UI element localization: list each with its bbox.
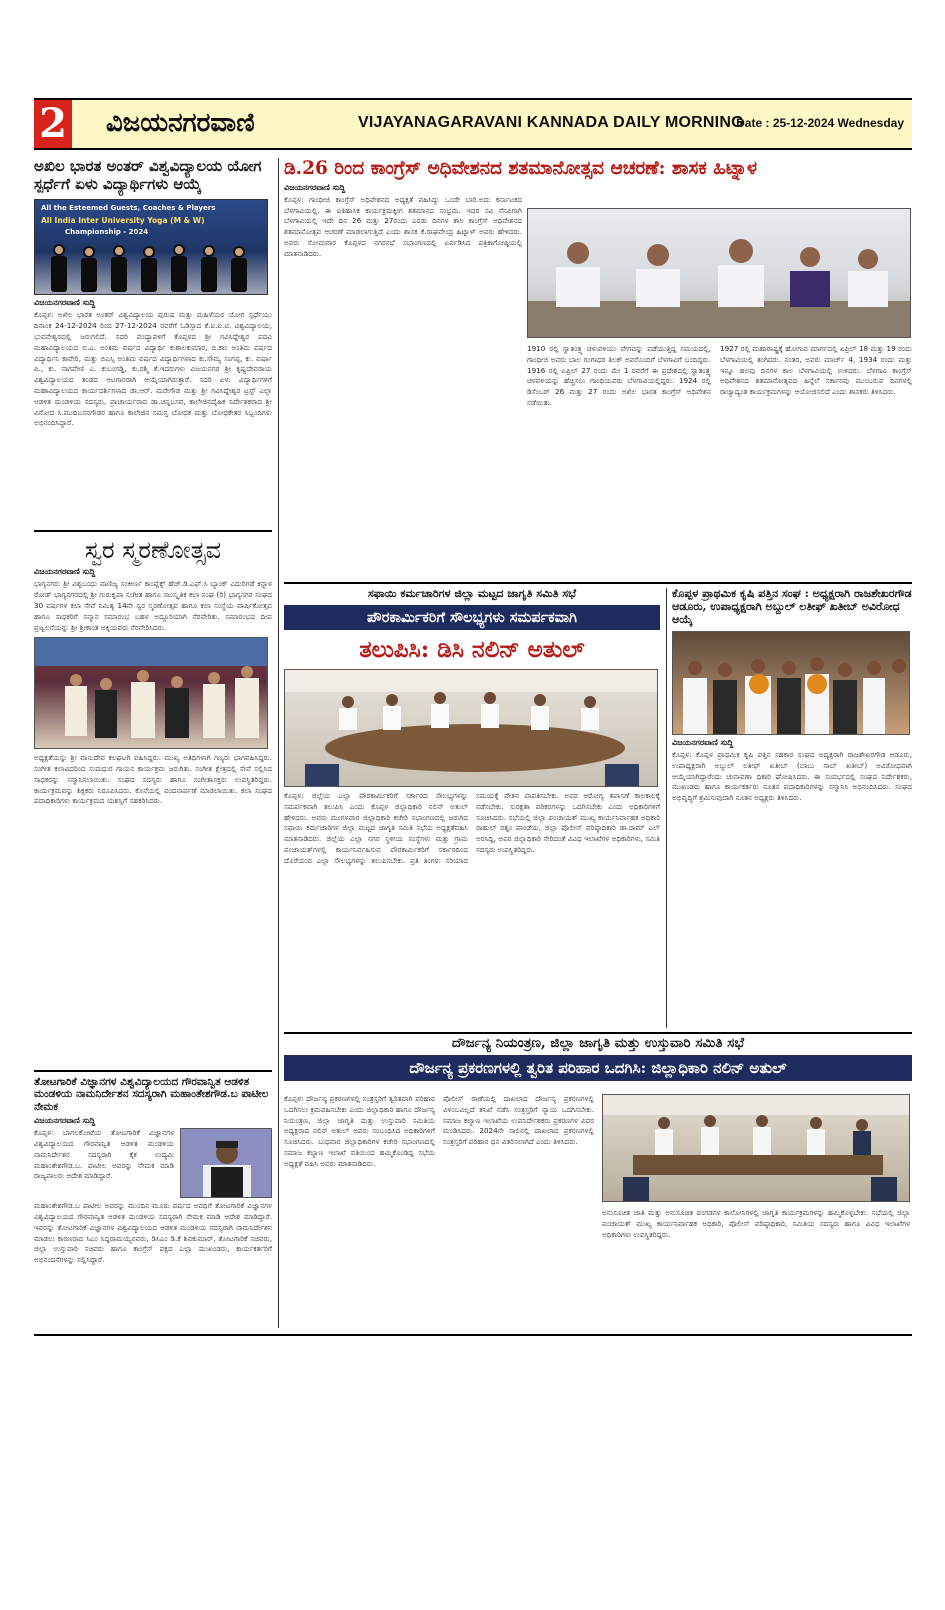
- sanitation-kicker: ಸಫಾಯಿ ಕರ್ಮಚಾರಿಗಳ ಜಿಲ್ಲಾ ಮಟ್ಟದ ಜಾಗೃತಿ ಸಮಿತಿ ಸಭೆ: [367, 588, 577, 600]
- sanitation-headline-2: ತಲುಪಿಸಿ: ಡಿಸಿ ನಲಿನ್ ಅತುಲ್: [359, 635, 585, 663]
- congress-article: [284, 158, 912, 578]
- atrocity-meeting-photo: [602, 1094, 910, 1202]
- portrait-figure: [181, 1129, 272, 1198]
- mahanteshgouda-portrait: [180, 1128, 272, 1198]
- horticulture-headline: ತೋಟಗಾರಿಕೆ ವಿಜ್ಞಾನಗಳ ವಿಶ್ವವಿದ್ಯಾಲಯದ ಗೌರವಾನ್ವಿತ ಆಡಳಿತ ಮಂಡಳಿಯ ನಾಮನಿರ್ದೇಶನ ಸದಸ್ಯರಾಗಿ ಮಹಾಂತೇಶಗೌಡ.ಬ ಪಾಟೀಲ ನೇಮಕ: [34, 1076, 269, 1113]
- congress-byline: ವಿಜಯನಗರವಾಣಿ ಸುದ್ದಿ: [284, 182, 346, 192]
- section-rule: [284, 582, 912, 584]
- yoga-headline: ಅಖಿಲ ಭಾರತ ಅಂತರ್ ವಿಶ್ವವಿದ್ಯಾಲಯ ಯೋಗ ಸ್ಪರ್ಧೆಗೆ ಏಳು ವಿದ್ಯಾರ್ಥಿಗಳು ಆಯ್ಕೆ: [34, 158, 262, 193]
- agri-society-headline: ಕೊಪ್ಪಳ ಪ್ರಾಥಮಿಕ ಕೃಷಿ ಪತ್ತಿನ ಸಂಘ : ಅಧ್ಯಕ್ಷರಾಗಿ ರಾಜಶೇಖರಗೌಡ ಆಡೂರು, ಉಪಾಧ್ಯಕ್ಷರಾಗಿ ಅಬ್ದುಲ್ ಲತೀಫ್ ಖತೀಬ್ ಅವಿರೋಧ ಆಯ್ಕೆ: [672, 588, 912, 626]
- section-rule: [34, 530, 272, 532]
- swara-article: [34, 536, 272, 1002]
- yoga-photo: [34, 199, 268, 295]
- page-bottom-rule: [34, 1334, 912, 1336]
- agri-society-byline: ವಿಜಯನಗರವಾಣಿ ಸುದ್ದಿ: [672, 737, 734, 747]
- atrocity-body-2: ಪೊಲೀಸ್ ಠಾಣೆಯಲ್ಲಿ ದಾಖಲಾದ ದೌರ್ಜನ್ಯ ಪ್ರಕರಣಗಳಲ್ಲಿ ವಿಳಂಬವಿಲ್ಲದೆ ತನಿಖೆ ನಡೆಸಿ ಸಂತ್ರಸ್ತರಿಗೆ ನ್ಯಾಯ ಒದಗಿಸಬೇಕು. ಸಮಾಜ ಕಲ್ಯಾಣ ಇಲಾಖೆಯ ಉಪನಿರ್ದೇಶಕರು ಪ್ರಕರಣಗಳ ವಿವರ ಮಂಡಿಸಿದರು. 2024ನೇ ಸಾಲಿನಲ್ಲಿ ದಾಖಲಾದ ಪ್ರಕರಣಗಳಲ್ಲಿ ಸಂತ್ರಸ್ತರಿಗೆ ಪರಿಹಾರ ಧನ ವಿತರಿಸಲಾಗಿದೆ ಎಂದು ತಿಳಿಸಿದರು.: [443, 1094, 594, 1147]
- swara-photo: [34, 637, 268, 749]
- atrocity-body-1: ಕೊಪ್ಪಳ: ದೌರ್ಜನ್ಯ ಪ್ರಕರಣಗಳಲ್ಲಿ ಸಂತ್ರಸ್ತರಿಗೆ ತ್ವರಿತವಾಗಿ ಪರಿಹಾರ ಒದಗಿಸಲು ಕ್ರಮವಹಿಸಬೇಕು ಎಂದು ಜಿಲ್ಲಾಧಿಕಾರಿ ಹಾಗೂ ದೌರ್ಜನ್ಯ ನಿಯಂತ್ರಣ, ಜಿಲ್ಲಾ ಜಾಗೃತಿ ಮತ್ತು ಉಸ್ತುವಾರಿ ಸಮಿತಿಯ ಅಧ್ಯಕ್ಷರಾದ ನಲಿನ್ ಅತುಲ್ ಅವರು ಸಂಬಂಧಿಸಿದ ಅಧಿಕಾರಿಗಳಿಗೆ ಸೂಚಿಸಿದರು. ಬುಧವಾರ ಜಿಲ್ಲಾಧಿಕಾರಿಗಳ ಕಚೇರಿ ಸಭಾಂಗಣದಲ್ಲಿ ಸಮಾಜ ಕಲ್ಯಾಣ ಇಲಾಖೆ ವತಿಯಿಂದ ಹಮ್ಮಿಕೊಂಡಿದ್ದ ಸಭೆಯ ಅಧ್ಯಕ್ಷತೆ ವಹಿಸಿ ಅವರು ಮಾತನಾಡಿದರು. ಪೊಲೀಸ್ ಠಾಣೆಯಲ್ಲಿ ದಾಖಲಾದ ದೌರ್ಜನ್ಯ ಪ್ರಕರಣಗಳಲ್ಲಿ ವಿಳಂಬವಿಲ್ಲದೆ ತನಿಖೆ ನಡೆಸಿ ಸಂತ್ರಸ್ತರಿಗೆ ನ್ಯಾಯ ಒದಗಿಸಬೇಕು. ಸಮಾಜ ಕಲ್ಯಾಣ ಇಲಾಖೆಯ ಉಪನಿರ್ದೇಶಕರು ಪ್ರಕರಣಗಳ ವಿವರ ಮಂಡಿಸಿದರು. 2024ನೇ ಸಾಲಿನಲ್ಲಿ ದಾಖಲಾದ ಪ್ರಕರಣಗಳಲ್ಲಿ ಸಂತ್ರಸ್ತರಿಗೆ ಪರಿಹಾರ ಧನ ವಿತರಿಸಲಾಗಿದೆ ಎಂದು ತಿಳಿಸಿದರು.: [284, 1094, 594, 1168]
- sanitation-headline-banner: [284, 605, 660, 630]
- newspaper-title-english: VIJAYANAGARAVANI KANNADA DAILY MORNING: [358, 114, 744, 131]
- yoga-students-group: [35, 200, 268, 295]
- agri-society-article: [672, 588, 912, 1030]
- atrocity-meeting-figures: [603, 1095, 910, 1202]
- swara-headline: ಸ್ವರ ಸ್ಮರಣೋತ್ಸವ: [84, 536, 222, 564]
- sanitation-article: [284, 588, 660, 1030]
- atrocity-body-3: ಅನುಸೂಚಿತ ಜಾತಿ ಮತ್ತು ಅನುಸೂಚಿತ ಪಂಗಡಗಳ ಕಾಲೋನಿಗಳಲ್ಲಿ ಜಾಗೃತಿ ಕಾರ್ಯಕ್ರಮಗಳನ್ನು ಹಮ್ಮಿಕೊಳ್ಳಬೇಕು. ಸಭೆಯಲ್ಲಿ ಜಿಲ್ಲಾ ಪಂಚಾಯತ್ ಮುಖ್ಯ ಕಾರ್ಯನಿರ್ವಾಹಕ ಅಧಿಕಾರಿ, ಪೊಲೀಸ್ ವರಿಷ್ಠಾಧಿಕಾರಿ, ಸಮಿತಿಯ ಸದಸ್ಯರು ಹಾಗೂ ವಿವಿಧ ಇಲಾಖೆಗಳ ಅಧಿಕಾರಿಗಳು ಉಪಸ್ಥಿತರಿದ್ದರು.: [602, 1208, 910, 1239]
- section-rule: [284, 1032, 912, 1034]
- swara-body-2: ಅಧ್ಯಕ್ಷತೆಯನ್ನು ಶ್ರೀ ವಾಸುದೇವ ಕಲಘಟಗಿ ವಹಿಸಿದ್ದರು. ಮುಖ್ಯ ಅತಿಥಿಗಳಾಗಿ ಗಣ್ಯರು ಭಾಗವಹಿಸಿದ್ದರು. ಸಂಗೀತ ಕಲಾವಿದರಿಂದ ಸುಮಧುರ ಗಾಯನ ಕಾರ್ಯಕ್ರಮ ಜರುಗಿತು. ಸಂಗೀತ ಕ್ಷೇತ್ರದಲ್ಲಿ ಸೇವೆ ಸಲ್ಲಿಸಿದ ಸಾಧಕರನ್ನು ಸನ್ಮಾನಿಸಲಾಯಿತು. ಸಂಘದ ಸದಸ್ಯರು ಹಾಗೂ ಸಂಗೀತಾಸಕ್ತರು ಉಪಸ್ಥಿತರಿದ್ದರು. ಕಾರ್ಯಕ್ರಮವನ್ನು ಶಿಕ್ಷಕರು ನಿರೂಪಿಸಿದರು. ಕೊನೆಯಲ್ಲಿ ವಂದನಾರ್ಪಣೆ ಮಾಡಲಾಯಿತು. ಕಲಾ ಸಂಘದ ಪದಾಧಿಕಾರಿಗಳು ಕಾರ್ಯಕ್ರಮದ ಯಶಸ್ಸಿಗೆ ಸಹಕರಿಸಿದರು.: [34, 753, 272, 806]
- atrocity-article: [284, 1036, 912, 1332]
- horticulture-body-1: ಕೊಪ್ಪಳ: ಬಾಗಲಕೋಟೆಯ ತೋಟಗಾರಿಕೆ ವಿಜ್ಞಾನಗಳ ವಿಶ್ವವಿದ್ಯಾಲಯದ ಗೌರವಾನ್ವಿತ ಆಡಳಿತ ಮಂಡಳಿಯ ನಾಮನಿರ್ದೇಶನ ಸದಸ್ಯರಾಗಿ ಕೈಕ ಉದ್ಯಮಿ ಮಹಾಂತೇಶಗೌಡ.ಬ. ಪಾಟೀಲ ಅವರನ್ನು ನೇಮಕ ಮಾಡಿ ರಾಜ್ಯಪಾಲರು ಆದೇಶ ಮಾಡಿದ್ದಾರೆ.: [34, 1128, 174, 1181]
- yoga-article: [34, 158, 272, 528]
- yoga-banner-line1: All the Esteemed Guests, Coaches & Players: [41, 204, 216, 213]
- atrocity-kicker: ದೌರ್ಜನ್ಯ ನಿಯಂತ್ರಣ, ಜಿಲ್ಲಾ ಜಾಗೃತಿ ಮತ್ತು ಉಸ್ತುವಾರಿ ಸಮಿತಿ ಸಭೆ: [451, 1036, 745, 1051]
- horticulture-body-2: ಮಹಾಂತೇಶಗೌಡ.ಬ ಪಾಟೀಲ ಅವರನ್ನು ಮುಂದಿನ ಮೂರು ವರ್ಷದ ಅವಧಿಗೆ ತೋಟಗಾರಿಕೆ ವಿಜ್ಞಾನಗಳ ವಿಶ್ವವಿದ್ಯಾಲಯದ ಗೌರವಾನ್ವಿತ ಆಡಳಿತ ಮಂಡಳಿಯ ಸದಸ್ಯರಾಗಿ ನೇಮಕ ಮಾಡಿ ಆದೇಶ ಮಾಡಿದ್ದಾರೆ. ಇವರನ್ನು ತೋಟಗಾರಿಕೆ ವಿಜ್ಞಾನಗಳ ವಿಶ್ವವಿದ್ಯಾಲಯದ ಆಡಳಿತ ಮಂಡಳಿಯ ಸದಸ್ಯರಾಗಿ ನಾಮನಿರ್ದೇಶನ ಮಾಡಲು ಕಾರಣರಾದ ಸಿಎಂ ಸಿದ್ದರಾಮಯ್ಯನವರು, ಡಿಸಿಎಂ ಡಿ.ಕೆ ಶಿವಕುಮಾರ್, ತೋಟಗಾರಿಕೆ ಸಚಿವರು, ಜಿಲ್ಲಾ ಉಸ್ತುವಾರಿ ಸಚಿವರು ಹಾಗೂ ಕಾಂಗ್ರೆಸ್ ಪಕ್ಷದ ಎಲ್ಲಾ ಮುಖಂಡರು, ಕಾರ್ಯಕರ್ತರಿಗೆ ಅಭಿನಂದನೆಗಳನ್ನು ಸಲ್ಲಿಸಿದ್ದಾರೆ.: [34, 1201, 272, 1265]
- swara-body-1: ಭಾಗ್ಯನಗರ: ಶ್ರೀ ವಿಶ್ವಬಂಧು ವಾಣಿಜ್ಯ ಸಂಕೀರ್ಣ ಕಾಂಪ್ಲೆಕ್ಸ್ ಹೆಚ್.ಡಿ.ಎಫ್.ಸಿ ಬ್ಯಾಂಕ್ ಎದುರಿಗಡೆ ಕಿನ್ನಾಳ ರೋಡ್ ಭಾಗ್ಯನಗರದಲ್ಲಿ ಶ್ರೀ ಗುರುಕೃಪಾ ಸಂಗೀತ ಹಾಗೂ ಸಾಂಸ್ಕೃತಿಕ ಕಲಾ ಸಂಘ (ರಿ) ಭಾಗ್ಯನಗರ ಸಂಘದ 30 ವರ್ಷಗಳ ಕಲಾ ಸೇವೆ ನಿಮಿತ್ಯ 14ನೇ ಸ್ವರ ಸ್ಮರಣೋತ್ಸವ ಹಾಗೂ ಕಲಾ ಸಂಸ್ಥೆಯ ವಾರ್ಷಿಕೋತ್ಸವ ಹಾಗೂ ಸಾಧಕರಿಗೆ ಸನ್ಮಾನ ಸಮಾರಂಭ ಬಹಳ ಅದ್ದೂರಿಯಾಗಿ ನೆರವೇರಿತು. ಸಮಾರಂಭದ ದೀಪ ಪ್ರಜ್ವಲನೆಯನ್ನು ಶ್ರೀ ಶ್ರೀಕಾಂತ ಅಕ್ಕಿಯವರು ನೆರವೇರಿಸಿದರು.: [34, 579, 272, 632]
- atrocity-headline-banner: [284, 1055, 912, 1081]
- horticulture-byline: ವಿಜಯನಗರವಾಣಿ ಸುದ್ದಿ: [34, 1116, 96, 1126]
- agri-society-body: ಕೊಪ್ಪಳ: ಕೊಪ್ಪಳ ಪ್ರಾಥಮಿಕ ಕೃಷಿ ಪತ್ತಿನ ಸಹಕಾರ ಸಂಘದ ಅಧ್ಯಕ್ಷರಾಗಿ ರಾಜಶೇಖರಗೌಡ ಆಡೂರು, ಉಪಾಧ್ಯಕ್ಷರಾಗಿ ಅಬ್ದುಲ್ ಲತೀಫ್ ಖತೀಬ್ (ಬಾಬು ಸಾಬ್ ಖತೀಬ್) ಅವಿರೋಧವಾಗಿ ಆಯ್ಕೆಯಾಗಿದ್ದಾರೆಂದು ಚುನಾವಣಾ ಧಿಕಾರಿ ಘೋಷಿಸಿದರು. ಈ ಸಂದರ್ಭದಲ್ಲಿ ಸಂಘದ ನಿರ್ದೇಶಕರು, ಮುಖಂಡರು ಹಾಗೂ ಕಾರ್ಯಕರ್ತರು ನೂತನ ಪದಾಧಿಕಾರಿಗಳನ್ನು ಸನ್ಮಾನಿಸಿ ಅಭಿನಂದಿಸಿದರು. ಸಂಘದ ಅಭಿವೃದ್ಧಿಗೆ ಶ್ರಮಿಸುವುದಾಗಿ ನೂತನ ಅಧ್ಯಕ್ಷರು ತಿಳಿಸಿದರು.: [672, 749, 912, 803]
- yoga-banner-line2: All India Inter University Yoga (M & W): [41, 216, 205, 226]
- yoga-byline: ವಿಜಯನಗರವಾಣಿ ಸುದ್ದಿ: [34, 298, 96, 308]
- congress-headline: ಡಿ.26 ರಿಂದ ಕಾಂಗ್ರೆಸ್ ಅಧಿವೇಶನದ ಶತಮಾನೋತ್ಸವ ಆಚರಣೆ: ಶಾಸಕ ಹಿಟ್ನಾಳ: [284, 158, 758, 179]
- atrocity-headline: ದೌರ್ಜನ್ಯ ಪ್ರಕರಣಗಳಲ್ಲಿ ತ್ವರಿತ ಪರಿಹಾರ ಒದಗಿಸಿ: ಜಿಲ್ಲಾಧಿಕಾರಿ ನಲಿನ್ ಅತುಲ್: [409, 1058, 787, 1077]
- press-meet-figures: [528, 209, 911, 338]
- agri-society-felicitation-photo: [672, 631, 910, 735]
- meeting-hall-figures: [285, 670, 658, 787]
- felicitation-figures: [673, 632, 910, 735]
- column-divider: [666, 588, 667, 1028]
- newspaper-title-kannada: ವಿಜಯನಗರವಾಣಿ: [106, 108, 255, 138]
- page-number: 2: [34, 100, 72, 148]
- edition-date: Date : 25-12-2024 Wednesday: [736, 116, 904, 130]
- congress-press-meet-photo: [527, 208, 911, 338]
- swara-byline: ವಿಜಯನಗರವಾಣಿ ಸುದ್ದಿ: [34, 567, 96, 577]
- yoga-banner-line3: Championship - 2024: [65, 228, 149, 237]
- swara-felicitation-group: [35, 638, 268, 749]
- congress-body-2: 1910 ರಲ್ಲಿ ಸ್ವಾತಂತ್ರ್ಯ ಚಳುವಳಿಯು ವೇಗವನ್ನು ಪಡೆಯುತ್ತಿದ್ದ ಸಮಯದಲ್ಲಿ, ಗಾಂಧೀಜಿ ಅವರು ಬಾಲ ಗಂಗಾಧರ ತಿಲಕ್ ಅವರೊಂದಿಗೆ ಬೆಳಗಾವಿಗೆ ಬಂದಿದ್ದರು. 1916 ರಲ್ಲಿ ಏಪ್ರಿಲ್ 27 ರಂದು ಮೇ 1 ರವರೆಗೆ ಈ ಪ್ರದೇಶದಲ್ಲಿ ಸ್ವಾತಂತ್ರ್ಯ ಚಳವಳಿಯನ್ನು ಹೆಚ್ಚಿಸಲು ಗಾಂಧಿಯವರು ಬೆಳಗಾವಿಯಲ್ಲಿದ್ದರು. 1924 ರಲ್ಲಿ ಡಿಸೆಂಬರ್ 26 ಮತ್ತು 27 ರಂದು ಅಖಿಲ ಭಾರತ ಕಾಂಗ್ರೆಸ್ ಅಧಿವೇಶನ ನಡೆಯಿತು.: [527, 344, 711, 407]
- sanitation-meeting-photo: [284, 669, 658, 787]
- section-rule: [34, 1070, 272, 1072]
- horticulture-article: [34, 1076, 272, 1326]
- masthead: [34, 98, 912, 150]
- congress-body-3: 1927 ರಲ್ಲಿ ಮಹಾರಾಷ್ಟ್ರಕ್ಕೆ ಹೋಗುವ ಮಾರ್ಗದಲ್ಲಿ ಏಪ್ರಿಲ್ 18 ಮತ್ತು 19 ರಂದು ಬೆಳಗಾವಿಯಲ್ಲಿ ತಂಗಿದರು. ನಂತರ, ಅವರು ಮಾರ್ಚ್ 4, 1934 ರಂದು ಮತ್ತು ಇನ್ನೂ ಹಲವು ದಿನಗಳ ಕಾಲ ಬೆಳಗಾವಿಯಲ್ಲಿ ಉಳಿದರು. ಬೆಳಗಾವಿ ಕಾಂಗ್ರೆಸ್ ಅಧಿವೇಶನದ ಶತಮಾನೋತ್ಸವದ ಹಿನ್ನೆಲೆ ಸರ್ಕಾರವು ಮುಂಬರುವ ದಿನಗಳಲ್ಲಿ ರಾಜ್ಯಾದ್ಯಂತ ಕಾರ್ಯಕ್ರಮಗಳನ್ನು ಆಯೋಜಿಸಲಿದೆ ಎಂದು ಶಾಸಕರು ತಿಳಿಸಿದರು.: [720, 344, 912, 397]
- sanitation-body: ಕೊಪ್ಪಳ: ಜಿಲ್ಲೆಯ ಎಲ್ಲಾ ಪೌರಕಾರ್ಮಿಕರಿಗೆ ಸರ್ಕಾರದ ಸೌಲಭ್ಯಗಳನ್ನು ಸಮರ್ಪಕವಾಗಿ ತಲುಪಿಸಿ ಎಂದು ಕೊಪ್ಪಳ ಜಿಲ್ಲಾಧಿಕಾರಿ ನಲಿನ್ ಅತುಲ್ ಹೇಳಿದರು. ಅವರು ಮಂಗಳವಾರ ಜಿಲ್ಲಾಧಿಕಾರಿ ಕಚೇರಿ ಸಭಾಂಗಣದಲ್ಲಿ ಜರುಗಿದ ಸಫಾಯಿ ಕರ್ಮಚಾರಿಗಳ ಜಿಲ್ಲಾ ಮಟ್ಟದ ಜಾಗೃತಿ ಸಮಿತಿ ಸಭೆಯ ಅಧ್ಯಕ್ಷತೆವಹಿಸಿ ಮಾತನಾಡಿದರು. ಜಿಲ್ಲೆಯ ಎಲ್ಲಾ ನಗರ ಸ್ಥಳೀಯ ಸಂಸ್ಥೆಗಳು ಮತ್ತು ಗ್ರಾಮ ಪಂಚಾಯತ್‌ಗಳಲ್ಲಿ ಕಾರ್ಯನಿರ್ವಹಿಸುವ ಪೌರಕಾರ್ಮಿಕರಿಗೆ ಸರ್ಕಾರದಿಂದ ದೊರೆಯುವ ಎಲ್ಲಾ ಸೌಲಭ್ಯಗಳನ್ನು ತಲುಪಿಸಬೇಕು. ಪ್ರತಿ ತಿಂಗಳು ಸರಿಯಾದ ಸಮಯಕ್ಕೆ ವೇತನ ಪಾವತಿಸಬೇಕು. ಅವರ ಆರೋಗ್ಯ ತಪಾಸಣೆ ಕಾಲಕಾಲಕ್ಕೆ ನಡೆಸಬೇಕು. ಸುರಕ್ಷತಾ ಪರಿಕರಗಳನ್ನು ಒದಗಿಸಬೇಕು ಎಂದು ಅಧಿಕಾರಿಗಳಿಗೆ ಸೂಚಿಸಿದರು. ಸಭೆಯಲ್ಲಿ ಜಿಲ್ಲಾ ಪಂಚಾಯತ್ ಮುಖ್ಯ ಕಾರ್ಯನಿರ್ವಾಹಕ ಅಧಿಕಾರಿ ರಾಹುಲ್ ರತ್ನಂ ಪಾಂಡೆಯ, ಜಿಲ್ಲಾ ಪೊಲೀಸ್ ವರಿಷ್ಠಾಧಿಕಾರಿ ಡಾ.ರಾಮ್ ಎಲ್ ಅರಸಿದ್ದಿ, ಅಪರ ಜಿಲ್ಲಾಧಿಕಾರಿ ಸೇರಿದಂತೆ ವಿವಿಧ ಇಲಾಖೆಗಳ ಅಧಿಕಾರಿಗಳು, ಸಮಿತಿ ಸದಸ್ಯರು ಉಪಸ್ಥಿತರಿದ್ದರು.: [284, 791, 660, 865]
- column-divider: [278, 158, 279, 1328]
- yoga-body: ಕೊಪ್ಪಳ: ಅಖಿಲ ಭಾರತ ಅಂತರ್ ವಿಶ್ವವಿದ್ಯಾಲಯ ಪುರುಷ ಮತ್ತು ಮಹಿಳೆಯರ ಯೋಗ ಸ್ಪರ್ಧೆಯು ದಿನಾಂಕ 24-12-2024 ರಿಂದ 27-12-2024 ರವರೆಗೆ ಓಡಿಸ್ಸಾದ ಕೆ.ಐ.ಐ.ಟಿ. ವಿಶ್ವವಿದ್ಯಾಲಯ, ಭುವನೇಶ್ವರದಲ್ಲಿ ಜರುಗಲಿದೆ. ಸದರಿ ಪಂದ್ಯಾವಳಿಗೆ ಕೊಪ್ಪಳದ ಶ್ರೀ ಗವಿಸಿದ್ದೇಶ್ವರ ಪದವಿ ಮಹಾವಿದ್ಯಾಲಯದ ಬಿ.ಎ. ಅಂತಿಮ ವರ್ಷದ ವಿದ್ಯಾರ್ಥಿ ಕುಶಾಲಕುಮಾರ, ಬಿ.ಕಾಂ ಅಂತಿಮ ವರ್ಷದ ವಿದ್ಯಾರ್ಥಿನಿ ಕಾವೇರಿ, ಮತ್ತು ಬಿಎಸ್ಸಿ ಅಂತಿಮ ವರ್ಷದ ವಿದ್ಯಾರ್ಥಿಗಳಾದ ಕು.ಸೌಮ್ಯ ಸಂಗಪ್ಪ, ಕು. ವರ್ಷಾ ಪಿ., ಕು. ನಾಗವೇಣಿ ಎ. ಕುಬಂಗಡ್ಡಿ, ಕು.ರಶ್ಮಿ ಕೆ.ಇದರುಗಳು ವಿಜಯನಗರ ಶ್ರೀ ಕೃಷ್ಣದೇವರಾಯ ವಿಶ್ವವಿದ್ಯಾಲಯದ ತಂಡದ ಆಟಗಾರರಾಗಿ ಆಯ್ಕೆಯಾಗಿರುತ್ತಾರೆ. ಸದರಿ ಏಳು ವಿದ್ಯಾರ್ಥಿಗಳಿಗೆ ಮಹಾವಿದ್ಯಾಲಯದ ಕಾರ್ಯದರ್ಶಿಗಳಾದ ಡಾ.ಆರ್. ಮರೇಗೌಡ ಮತ್ತು ಶ್ರೀ ಗವಿಸಿದ್ದೇಶ್ವರ ಟ್ರಸ್ಟ್ ಎಲ್ಲಾ ಆಡಳಿತ ಮಂಡಳಿಯ ಸದಸ್ಯರು, ಪ್ರಾಚಾರ್ಯರಾದ ಡಾ.ಚನ್ನಬಸವ, ಕಾಲೇಜಿನದೈಹಿಕ ನಿರ್ದೇಶಕರಾದ ಶ್ರೀ ವಿನೋದ ಸಿ.ಮುದಿಬಸನಗೌಡರ ಹಾಗೂ ಕಾಲೇಜಿನ ಸಮಸ್ತ ಬೋಧಕ ಮತ್ತು ಬೋಧಕೇತರ ಸಿಬ್ಬಂದಿಗಳು ಅಭಿನಂದಿಸಿದ್ದಾರೆ.: [34, 310, 272, 428]
- congress-body-1: ಕೊಪ್ಪಳ: ಗಾಂಧೀಜಿ ಕಾಂಗ್ರೆಸ್ ಅಧಿವೇಶನದ ಅಧ್ಯಕ್ಷತೆ ವಹಿಸಿದ್ದು ಒಂದೇ ಬಾರಿ.ಅದು ಕರ್ನಾಟಕದ ಬೆಳಗಾವಿಯಲ್ಲಿ. ಈ ಐತಿಹಾಸಿಕ ಕಾರ್ಯಕ್ರಮಕ್ಕೀಗ ಶತಮಾನದ ಸಂಭ್ರಮ. ಇದರ ಸವಿ ನೆನಪಿಗಾಗಿ ಬೆಳಗಾವಿಯಲ್ಲಿ ಇದೇ ದಿನ 26 ಮತ್ತು 27ರಂದು ಎರಡು ದಿನಗಳ ಕಾಲ ಕಾಂಗ್ರೆಸ್ ಅಧಿವೇಶನದ ಶತಮಾನೋತ್ಸವ ಆಚರಣೆ ಮಾಡಲಾಗುತ್ತಿದೆ ಎಂದು ಶಾಸಕ ಕೆ.ರಾಘವೇಂದ್ರ ಹಿಟ್ನಾಳ್ ಅವರು ಹೇಳಿದರು. ಅವರು ಸೋಮವಾರ ಕೊಪ್ಪಳದ ನಗರಸಭೆ ಸಭಾಂಗಣದಲ್ಲಿ ಏರ್ಪಡಿಸಿದ ಪತ್ರಿಕಾಗೋಷ್ಠಿಯಲ್ಲಿ ಮಾತನಾಡಿದರು.: [284, 194, 522, 258]
- sanitation-headline-1: ಪೌರಕಾರ್ಮಿಕರಿಗೆ ಸೌಲಭ್ಯಗಳು ಸಮರ್ಪಕವಾಗಿ: [367, 608, 577, 626]
